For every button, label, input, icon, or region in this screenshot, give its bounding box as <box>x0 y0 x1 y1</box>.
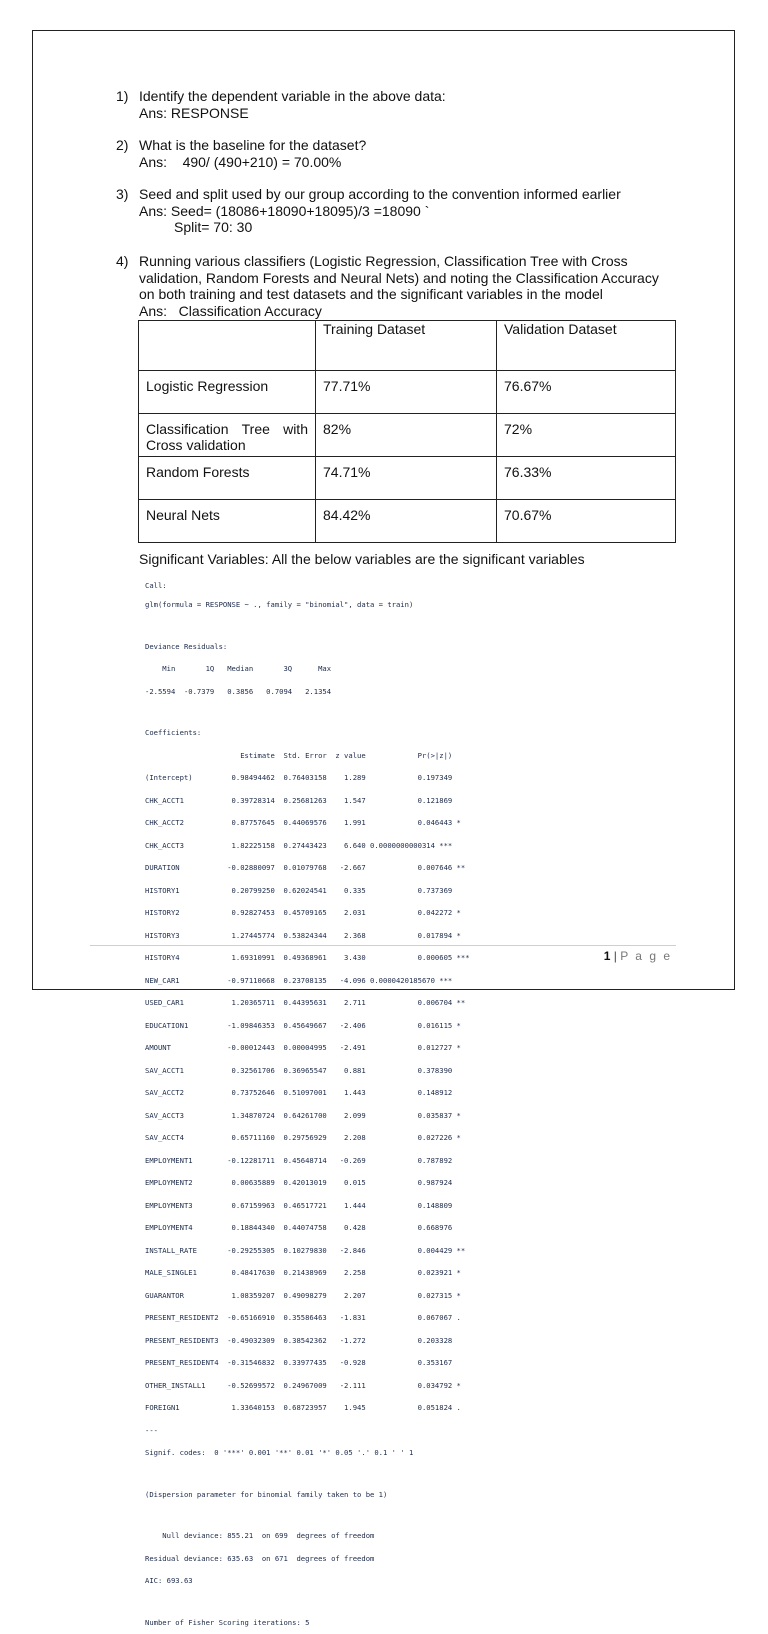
r-null-deviance: Null deviance: 855.21 on 699 degrees of freedom <box>145 1531 375 1540</box>
question-text-line: on both training and test datasets and the significant variables in the model <box>139 286 603 302</box>
r-coef-row: HISTORY2 0.92827453 0.45709165 2.031 0.042272 * <box>145 908 461 917</box>
question-number: 4) <box>116 253 129 269</box>
r-coef-row: SAV_ACCT2 0.73752646 0.51097001 1.443 0.148912 <box>145 1088 453 1097</box>
r-signif-codes: Signif. codes: 0 '***' 0.001 '**' 0.01 '*' 0.05 '.' 0.1 ' ' 1 <box>145 1448 414 1457</box>
r-deviance-header: Min 1Q Median 3Q Max <box>145 664 332 673</box>
training-accuracy: 82% <box>316 414 497 457</box>
r-coef-row: EDUCATION1 -1.09846353 0.45649667 -2.406 0.016115 * <box>145 1020 461 1030</box>
r-coef-row: SAV_ACCT3 1.34870724 0.64261700 2.099 0.035837 * <box>145 1110 461 1120</box>
r-coef-row: AMOUNT -0.00012443 0.00004995 -2.491 0.012727 * <box>145 1043 461 1052</box>
question-text-line: validation, Random Forests and Neural Nets) and noting the Classification Accuracy <box>139 269 659 286</box>
r-glm-output <box>145 567 593 1627</box>
classifier-name-word: with <box>283 421 308 437</box>
r-deviance-values: -2.5594 -0.7379 0.3856 0.7094 2.1354 <box>145 686 332 696</box>
footer-divider <box>90 945 676 946</box>
table-row <box>139 414 676 457</box>
question-number: 3) <box>116 186 129 202</box>
r-coef-row: SAV_ACCT4 0.65711160 0.29756929 2.208 0.027226 * <box>145 1133 461 1142</box>
answer-text: Ans: 490/ (490+210) = 70.00% <box>139 153 342 170</box>
r-coef-row: NEW_CAR1 -0.97110668 0.23708135 -4.096 0.0000420185670 *** <box>145 975 453 985</box>
table-header-cell <box>139 321 316 371</box>
r-coef-row: EMPLOYMENT4 0.18844340 0.44074758 0.428 0.668976 <box>145 1223 453 1232</box>
classifier-name: Random Forests <box>139 457 316 500</box>
table-row <box>139 500 676 543</box>
r-dispersion: (Dispersion parameter for binomial family taken to be 1) <box>145 1489 388 1499</box>
classifier-name <box>139 414 316 457</box>
table-row <box>139 457 676 500</box>
question-text: What is the baseline for the dataset? <box>139 137 367 153</box>
answer-text: Ans: Seed= (18086+18090+18095)/3 =18090 ` <box>139 202 430 219</box>
r-coef-row: CHK_ACCT2 0.87757645 0.44069576 1.991 0.046443 * <box>145 818 461 827</box>
r-call-head: Call: <box>145 581 167 590</box>
r-coef-row: (Intercept) 0.98494462 0.76403158 1.289 0.197349 <box>145 773 453 782</box>
training-accuracy: 77.71% <box>316 371 497 414</box>
answer-text: Ans: RESPONSE <box>139 104 249 121</box>
question-text-line: Running various classifiers (Logistic Regression, Classification Tree with Cross <box>139 253 628 269</box>
validation-accuracy: 76.33% <box>497 457 676 500</box>
question-number: 2) <box>116 137 129 153</box>
r-deviance-title: Deviance Residuals: <box>145 641 228 651</box>
table-header-cell: Validation Dataset <box>497 321 676 371</box>
page-number: 1 <box>603 949 611 963</box>
r-coef-row: MALE_SINGLE1 0.48417630 0.21438969 2.258 0.023921 * <box>145 1268 461 1277</box>
r-coef-row: PRESENT_RESIDENT2 -0.65166910 0.35586463 -1.831 0.067067 . <box>145 1313 461 1322</box>
answer-split: Split= 70: 30 <box>174 219 253 235</box>
r-coef-row: HISTORY3 1.27445774 0.53824344 2.368 0.017894 * <box>145 930 461 940</box>
r-coef-row: HISTORY4 1.69310991 0.49368961 3.430 0.000605 *** <box>145 953 470 962</box>
r-coef-row: USED_CAR1 1.20365711 0.44395631 2.711 0.006704 ** <box>145 998 466 1007</box>
r-coef-row: EMPLOYMENT2 0.00635889 0.42013019 0.015 0.987924 <box>145 1178 453 1187</box>
r-coef-row: PRESENT_RESIDENT4 -0.31546832 0.33977435 -0.928 0.353167 <box>145 1358 453 1367</box>
table-row <box>139 371 676 414</box>
r-aic: AIC: 693.63 <box>145 1576 193 1585</box>
r-coef-row: SAV_ACCT1 0.32561706 0.36965547 0.881 0.378390 <box>145 1065 453 1075</box>
table-header-cell: Training Dataset <box>316 321 497 371</box>
accuracy-table <box>138 320 676 543</box>
classifier-name-word: Classification <box>146 421 229 437</box>
r-call: glm(formula = RESPONSE ~ ., family = "binomial", data = train) <box>145 600 414 609</box>
r-dashes: --- <box>145 1425 158 1435</box>
r-coef-row: OTHER_INSTALL1 -0.52699572 0.24967009 -2.111 0.034792 * <box>145 1380 461 1390</box>
r-coef-row: EMPLOYMENT1 -0.12281711 0.45648714 -0.269 0.787892 <box>145 1155 453 1165</box>
r-fisher-iterations: Number of Fisher Scoring iterations: 5 <box>145 1617 310 1627</box>
r-coef-row: GUARANTOR 1.08359207 0.49098279 2.207 0.027315 * <box>145 1290 461 1300</box>
r-coef-row: CHK_ACCT1 0.39728314 0.25681263 1.547 0.121869 <box>145 795 453 805</box>
r-residual-deviance: Residual deviance: 635.63 on 671 degrees of freedom <box>145 1553 375 1563</box>
answer-text: Ans: Classification Accuracy <box>139 302 322 319</box>
question-text: Seed and split used by our group according to the convention informed earlier <box>139 186 621 202</box>
r-coef-row: DURATION -0.02880097 0.01079768 -2.667 0.007646 ** <box>145 863 466 872</box>
validation-accuracy: 76.67% <box>497 371 676 414</box>
question-text: Identify the dependent variable in the above data: <box>139 88 446 104</box>
r-coef-title: Coefficients: <box>145 728 202 737</box>
classifier-name-word: Tree <box>241 421 270 437</box>
classifier-name: Neural Nets <box>139 500 316 543</box>
footer-separator: | <box>613 949 617 963</box>
r-coef-row: FOREIGN1 1.33640153 0.68723957 1.945 0.051824 . <box>145 1403 461 1412</box>
page-footer <box>604 949 672 963</box>
table-header-row <box>139 321 676 371</box>
training-accuracy: 84.42% <box>316 500 497 543</box>
question-number: 1) <box>116 88 129 104</box>
training-accuracy: 74.71% <box>316 457 497 500</box>
validation-accuracy: 72% <box>497 414 676 457</box>
r-coef-header: Estimate Std. Error z value Pr(>|z|) <box>145 750 453 760</box>
r-coef-row: PRESENT_RESIDENT3 -0.49032309 0.38542362 -1.272 0.203328 <box>145 1335 453 1345</box>
r-coef-row: CHK_ACCT3 1.82225158 0.27443423 6.640 0.0000000000314 *** <box>145 840 453 850</box>
validation-accuracy: 70.67% <box>497 500 676 543</box>
r-coef-row: INSTALL_RATE -0.29255305 0.10279830 -2.846 0.004429 ** <box>145 1245 466 1255</box>
significant-variables-heading: Significant Variables: All the below variables are the significant variables <box>139 551 585 567</box>
classifier-name-line: Cross validation <box>146 437 246 453</box>
page-label: P a g e <box>620 949 672 963</box>
r-coef-row: HISTORY1 0.20799250 0.62024541 0.335 0.737369 <box>145 885 453 895</box>
classifier-name: Logistic Regression <box>139 371 316 414</box>
r-coef-row: EMPLOYMENT3 0.67159963 0.46517721 1.444 0.148809 <box>145 1200 453 1210</box>
